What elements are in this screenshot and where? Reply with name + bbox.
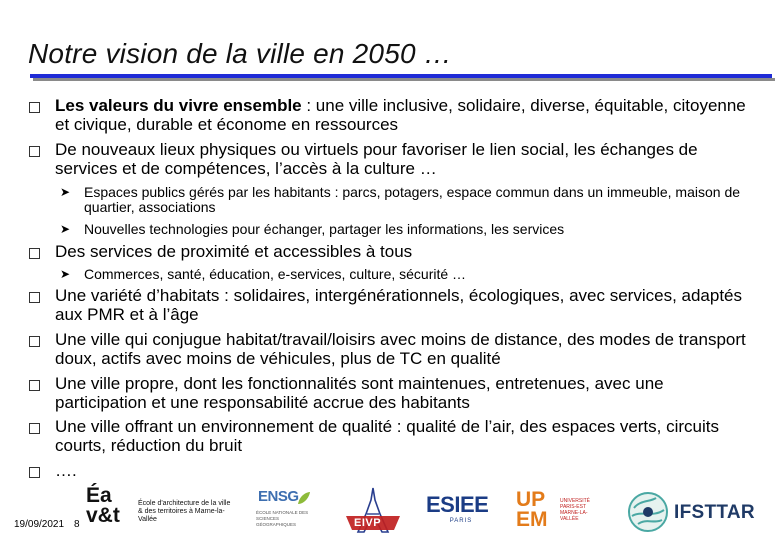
title-underline-shadow [33,78,775,81]
ifsttar-mark: IFSTTAR [674,502,755,523]
eavt-text: École d'architecture de la ville & des territoires à Marne-la-Vallée [138,500,231,523]
sub-list-item-text: Espaces publics gérés par les habitants : parcs, potagers, espace commun dans un immeuble, maison de quartier, associations [84,184,741,215]
ensg-logo [256,488,316,538]
upem-logo [516,490,606,538]
partner-logos [0,482,780,540]
ifsttar-logo [626,490,772,536]
ifsttar-globe-icon [626,490,670,534]
footer-date: 19/09/2021 [14,519,65,530]
slide-title: Notre vision de la ville en 2050 … [28,38,452,69]
eivp-logo [336,486,410,536]
esiee-mark: ESIEE [426,492,489,517]
arrow-bullet-icon: ➤ [60,185,71,199]
list-item-text: …. [55,461,77,480]
list-item-text: De nouveaux lieux physiques ou virtuels pour favoriser le lien social, les échanges de services et de compétences, l’accès à la culture … [55,140,698,178]
checkbox-bullet-icon [29,467,40,478]
upem-line1: UP [516,488,546,511]
list-item-text: Une ville qui conjugue habitat/travail/loisirs avec moins de distance, des modes de transport doux, actifs avec moins de véhicules, plus de TC en qualité [55,330,746,368]
eavt-mark-line2: v&t [86,504,120,527]
checkbox-bullet-icon [29,146,40,157]
list-item-text: Une variété d’habitats : solidaires, intergénérationnels, écologiques, avec services, adaptés aux PMR et à l’âge [55,286,743,324]
arrow-bullet-icon: ➤ [60,222,71,236]
checkbox-bullet-icon [29,380,40,391]
checkbox-bullet-icon [29,102,40,113]
upem-text: UNIVERSITÉ PARIS-EST MARNE-LA-VALLÉE [560,498,591,522]
upem-mark [516,490,548,530]
eavt-mark [86,486,120,526]
ensg-subtitle: ÉCOLE NATIONALE DES SCIENCES GÉOGRAPHIQUES [256,510,309,527]
esiee-logo [426,494,496,534]
esiee-sub: PARIS [449,518,473,524]
ensg-leaf-icon [296,490,312,506]
upem-line2: EM [516,508,548,531]
eavt-logo [86,486,236,536]
arrow-bullet-icon: ➤ [60,267,71,281]
sub-list-item-text: Commerces, santé, éducation, e-services, culture, sécurité … [84,266,467,282]
checkbox-bullet-icon [29,423,40,434]
eavt-mark-line1: Éa [86,484,112,507]
list-item-text: Une ville offrant un environnement de qualité : qualité de l’air, des espaces verts, circuits courts, réduction du bruit [55,417,719,455]
checkbox-bullet-icon [29,248,40,259]
checkbox-bullet-icon [29,336,40,347]
page-number: 8 [74,519,80,530]
list-item-text: Une ville propre, dont les fonctionnalités sont maintenues, entretenues, avec une participation et une responsabilité accrue des habitants [55,374,664,412]
eivp-mark: EIVP [354,517,382,529]
list-item-text: : une ville inclusive, solidaire, diverse, équitable, citoyenne et civique, durable et économe en ressources [55,96,746,134]
ensg-mark: ENSG [258,488,299,505]
checkbox-bullet-icon [29,292,40,303]
sub-list-item-text: Nouvelles technologies pour échanger, partager les informations, les services [84,221,565,237]
list-item-text: Des services de proximité et accessibles à tous [55,242,413,261]
list-item-bold-label: Les valeurs du vivre ensemble [55,96,302,115]
